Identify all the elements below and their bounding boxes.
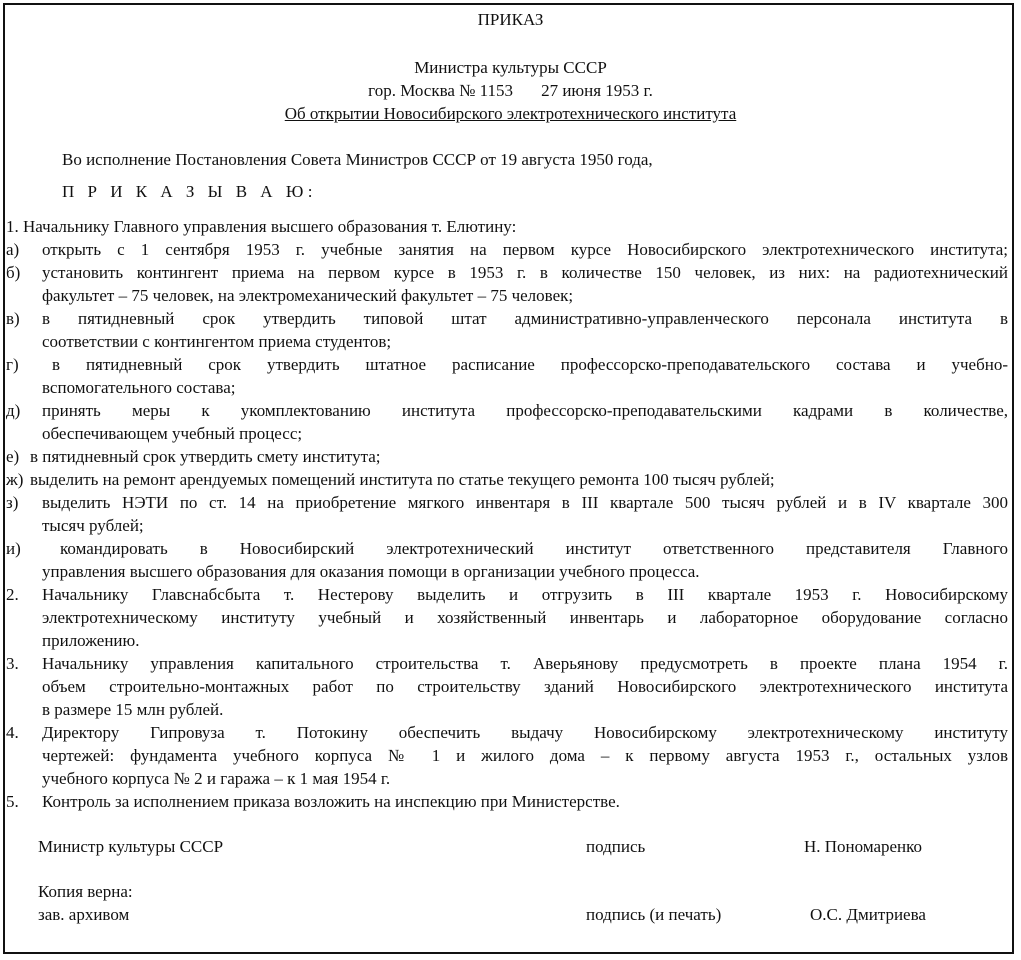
city-number-date	[0, 80, 1021, 103]
document-title: ПРИКАЗ	[477, 10, 544, 29]
subitem-e-line-1: в пятидневный срок утвердить смету института;	[30, 447, 381, 466]
subitem-z-line-1: выделить НЭТИ по ст. 14 на приобретение мягкого инвентаря в III квартале 500 тысяч рублей и в IV квартале 300	[42, 493, 1008, 512]
subitem-g-line-1: в пятидневный срок утвердить штатное расписание профессорско-преподавательского состава и учебно-	[52, 355, 1008, 374]
preamble: Во исполнение Постановления Совета Министров СССР от 19 августа 1950 года,	[62, 150, 653, 169]
subitem-marker: ж)	[6, 470, 24, 489]
item-3-line-2: объем строительно-монтажных работ по строительству зданий Новосибирского электротехнического института	[42, 677, 1008, 696]
subitem-marker: б)	[6, 263, 21, 282]
item-number: 5.	[6, 792, 19, 811]
item-4-line-1: Директору Гипровуза т. Потокину обеспечить выдачу Новосибирскому электротехническому институту	[42, 723, 1008, 742]
archive-name: О.С. Дмитриева	[810, 905, 926, 924]
item-number: 4.	[6, 723, 19, 742]
item-2-line-3: приложению.	[42, 631, 140, 650]
subitem-v-line-2: соответствии с контингентом приема студентов;	[42, 332, 392, 351]
subitem-d-line-1: принять меры к укомплектованию института профессорско-преподавательскими кадрами в количестве,	[42, 401, 1008, 420]
subitem-marker: г)	[6, 355, 19, 374]
archive-title: зав. архивом	[38, 905, 130, 924]
item-4-line-2: чертежей: фундамента учебного корпуса № 1 и жилого дома – к первому августа 1953 г., остальных узлов	[42, 746, 1008, 765]
minister-signature: подпись	[586, 837, 646, 856]
item-number: 1.	[6, 217, 19, 236]
item-text: Начальнику Главного управления высшего образования т. Елютину:	[23, 217, 517, 236]
city-number: гор. Москва № 1153	[368, 81, 514, 100]
minister-name: Н. Пономаренко	[804, 837, 923, 856]
order-word: П Р И К А З Ы В А Ю:	[62, 182, 318, 201]
order-date: 27 июня 1953 г.	[541, 81, 653, 100]
subitem-a-line-1: открыть с 1 сентября 1953 г. учебные занятия на первом курсе Новосибирского электротехнического института;	[42, 240, 1008, 259]
subitem-b-line-1: установить контингент приема на первом курсе в 1953 г. в количестве 150 человек, из них: на радиотехнический	[42, 263, 1008, 282]
item-3-line-1: Начальнику управления капитального строительства т. Аверьянову предусмотреть в проекте плана 1954 г.	[42, 654, 1008, 673]
subitem-v-line-1: в пятидневный срок утвердить типовой штат административно-управленческого персонала института в	[42, 309, 1008, 328]
subitem-marker: в)	[6, 309, 20, 328]
subject-line	[0, 103, 1021, 126]
subitem-g-line-2: вспомогательного состава;	[42, 378, 236, 397]
document-subtitle: Министра культуры СССР	[414, 58, 607, 77]
subitem-z-line-2: тысяч рублей;	[42, 516, 144, 535]
subitem-b-line-2: факультет – 75 человек, на электромеханический факультет – 75 человек;	[42, 286, 574, 305]
item-number: 3.	[6, 654, 19, 673]
item-4-line-3: учебного корпуса № 2 и гаража – к 1 мая 1954 г.	[42, 769, 391, 788]
subitem-marker: е)	[6, 447, 20, 466]
item-number: 2.	[6, 585, 19, 604]
subitem-i-line-2: управления высшего образования для оказания помощи в организации учебного процесса.	[42, 562, 700, 581]
subitem-marker: и)	[6, 539, 21, 558]
subitem-marker: з)	[6, 493, 19, 512]
item-2-line-1: Начальнику Главснабсбыта т. Нестерову выделить и отгрузить в III квартале 1953 г. Новосибирскому	[42, 585, 1008, 604]
subitem-marker: а)	[6, 240, 20, 259]
document-subject: Об открытии Новосибирского электротехнического института	[284, 104, 737, 123]
subitem-marker: д)	[6, 401, 21, 420]
subitem-d-line-2: обеспечивающем учебный процесс;	[42, 424, 303, 443]
copy-label: Копия верна:	[38, 882, 133, 901]
archive-signature: подпись (и печать)	[586, 905, 722, 924]
item-5-line-1: Контроль за исполнением приказа возложить на инспекцию при Министерстве.	[42, 792, 620, 811]
item-1	[6, 216, 516, 239]
subitem-i-line-1: командировать в Новосибирский электротехнический институт ответственного представителя Главного	[60, 539, 1008, 558]
subitem-zh-line-1: выделить на ремонт арендуемых помещений института по статье текущего ремонта 100 тысяч рублей;	[30, 470, 775, 489]
item-2-line-2: электротехническому институту учебный и хозяйственный инвентарь и лабораторное оборудование согласно	[42, 608, 1008, 627]
minister-title: Министр культуры СССР	[38, 837, 224, 856]
item-3-line-3: в размере 15 млн рублей.	[42, 700, 224, 719]
